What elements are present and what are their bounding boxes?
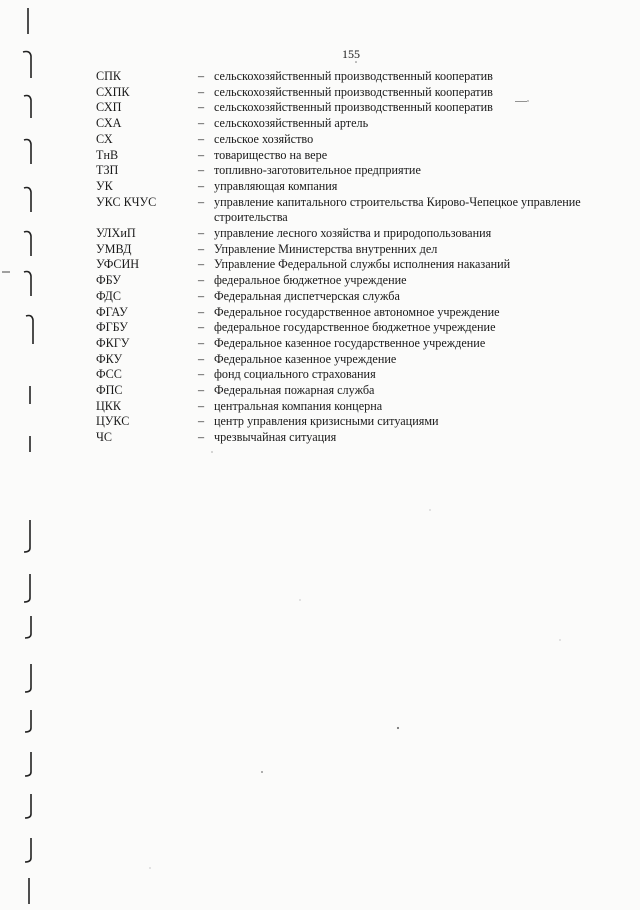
list-item (96, 195, 596, 226)
description: федеральное бюджетное учреждение (214, 273, 407, 288)
abbreviation: ЧС (96, 430, 113, 445)
dash: – (198, 241, 205, 256)
binding-marks (0, 0, 40, 905)
list-item (96, 336, 596, 352)
list-item (96, 383, 596, 399)
dash: – (198, 367, 205, 382)
dash: – (198, 100, 205, 115)
abbreviation: ФКУ (96, 351, 123, 366)
list-item (96, 257, 596, 273)
dash: – (198, 178, 205, 193)
dash: – (198, 257, 205, 272)
abbreviation: ЦУКС (96, 414, 130, 429)
dash: – (198, 335, 205, 350)
page-number: 155 (342, 47, 360, 61)
list-item (96, 320, 596, 336)
description: сельскохозяйственный артель (214, 116, 369, 131)
abbreviation: УМВД (96, 241, 132, 256)
abbreviation: УКС КЧУС (96, 194, 157, 209)
description: Федеральное государственное автономное учреждение (214, 304, 500, 319)
list-item (96, 148, 596, 164)
list-item (96, 414, 596, 430)
dash: – (198, 288, 205, 303)
list-item (96, 132, 596, 148)
dash: – (198, 351, 205, 366)
description: фонд социального страхования (214, 367, 376, 382)
list-item (96, 352, 596, 368)
list-item (96, 399, 596, 415)
description: сельскохозяйственный производственный кооператив (214, 100, 493, 115)
abbreviation: УЛХиП (96, 226, 136, 241)
dash: – (198, 116, 205, 131)
description: сельское хозяйство (214, 131, 314, 146)
description: центральная компания концерна (214, 398, 383, 413)
abbreviation: СХА (96, 116, 122, 131)
abbreviation: ФСС (96, 367, 122, 382)
description: Управление Министерства внутренних дел (214, 241, 438, 256)
description: сельскохозяйственный производственный кооператив (214, 84, 493, 99)
list-item (96, 163, 596, 179)
description: чрезвычайная ситуация (214, 430, 337, 445)
list-item (96, 85, 596, 101)
list-item (96, 273, 596, 289)
description: Федеральное казенное государственное учреждение (214, 335, 486, 350)
description: управление лесного хозяйства и природопользования (214, 226, 492, 241)
list-item (96, 100, 596, 116)
list-item (96, 226, 596, 242)
abbreviation: ФГБУ (96, 320, 128, 335)
list-item (96, 305, 596, 321)
description: Федеральное казенное учреждение (214, 351, 397, 366)
dash: – (198, 304, 205, 319)
abbreviation: СХПК (96, 84, 130, 99)
abbreviation: ТЗП (96, 163, 119, 178)
list-item (96, 367, 596, 383)
list-item (96, 430, 596, 446)
dash: – (198, 320, 205, 335)
abbreviation: УК (96, 178, 113, 193)
abbreviation-list (96, 69, 596, 446)
description: сельскохозяйственный производственный кооператив (214, 69, 493, 83)
abbreviation: ЦКК (96, 398, 122, 413)
abbreviation: ФГАУ (96, 304, 128, 319)
description: топливно-заготовительное предприятие (214, 163, 421, 178)
dash: – (198, 147, 205, 162)
list-item (96, 179, 596, 195)
dash: – (198, 383, 205, 398)
dash: – (198, 414, 205, 429)
abbreviation: СПК (96, 69, 122, 83)
dash: – (198, 273, 205, 288)
description: Управление Федеральной службы исполнения наказаний (214, 257, 511, 272)
abbreviation: ФКГУ (96, 335, 130, 350)
description: Федеральная пожарная служба (214, 383, 375, 398)
list-item (96, 116, 596, 132)
list-item (96, 242, 596, 258)
dash: – (198, 226, 205, 241)
description: товарищество на вере (214, 147, 328, 162)
dash: – (198, 69, 205, 83)
description: управление капитального строительства Кирово-Чепецкое управление строительства (214, 194, 581, 225)
abbreviation: ТнВ (96, 147, 119, 162)
list-item (96, 289, 596, 305)
abbreviation: ФПС (96, 383, 123, 398)
abbreviation: ФБУ (96, 273, 121, 288)
description: федеральное государственное бюджетное учреждение (214, 320, 496, 335)
dash: – (198, 430, 205, 445)
dash: – (198, 163, 205, 178)
list-item (96, 69, 596, 85)
description: Федеральная диспетчерская служба (214, 288, 400, 303)
description: управляющая компания (214, 178, 338, 193)
dash: – (198, 84, 205, 99)
abbreviation: СХП (96, 100, 122, 115)
dash: – (198, 131, 205, 146)
abbreviation: ФДС (96, 288, 121, 303)
abbreviation: УФСИН (96, 257, 140, 272)
dash: – (198, 194, 205, 209)
abbreviation: СХ (96, 131, 113, 146)
description: центр управления кризисными ситуациями (214, 414, 439, 429)
dash: – (198, 398, 205, 413)
